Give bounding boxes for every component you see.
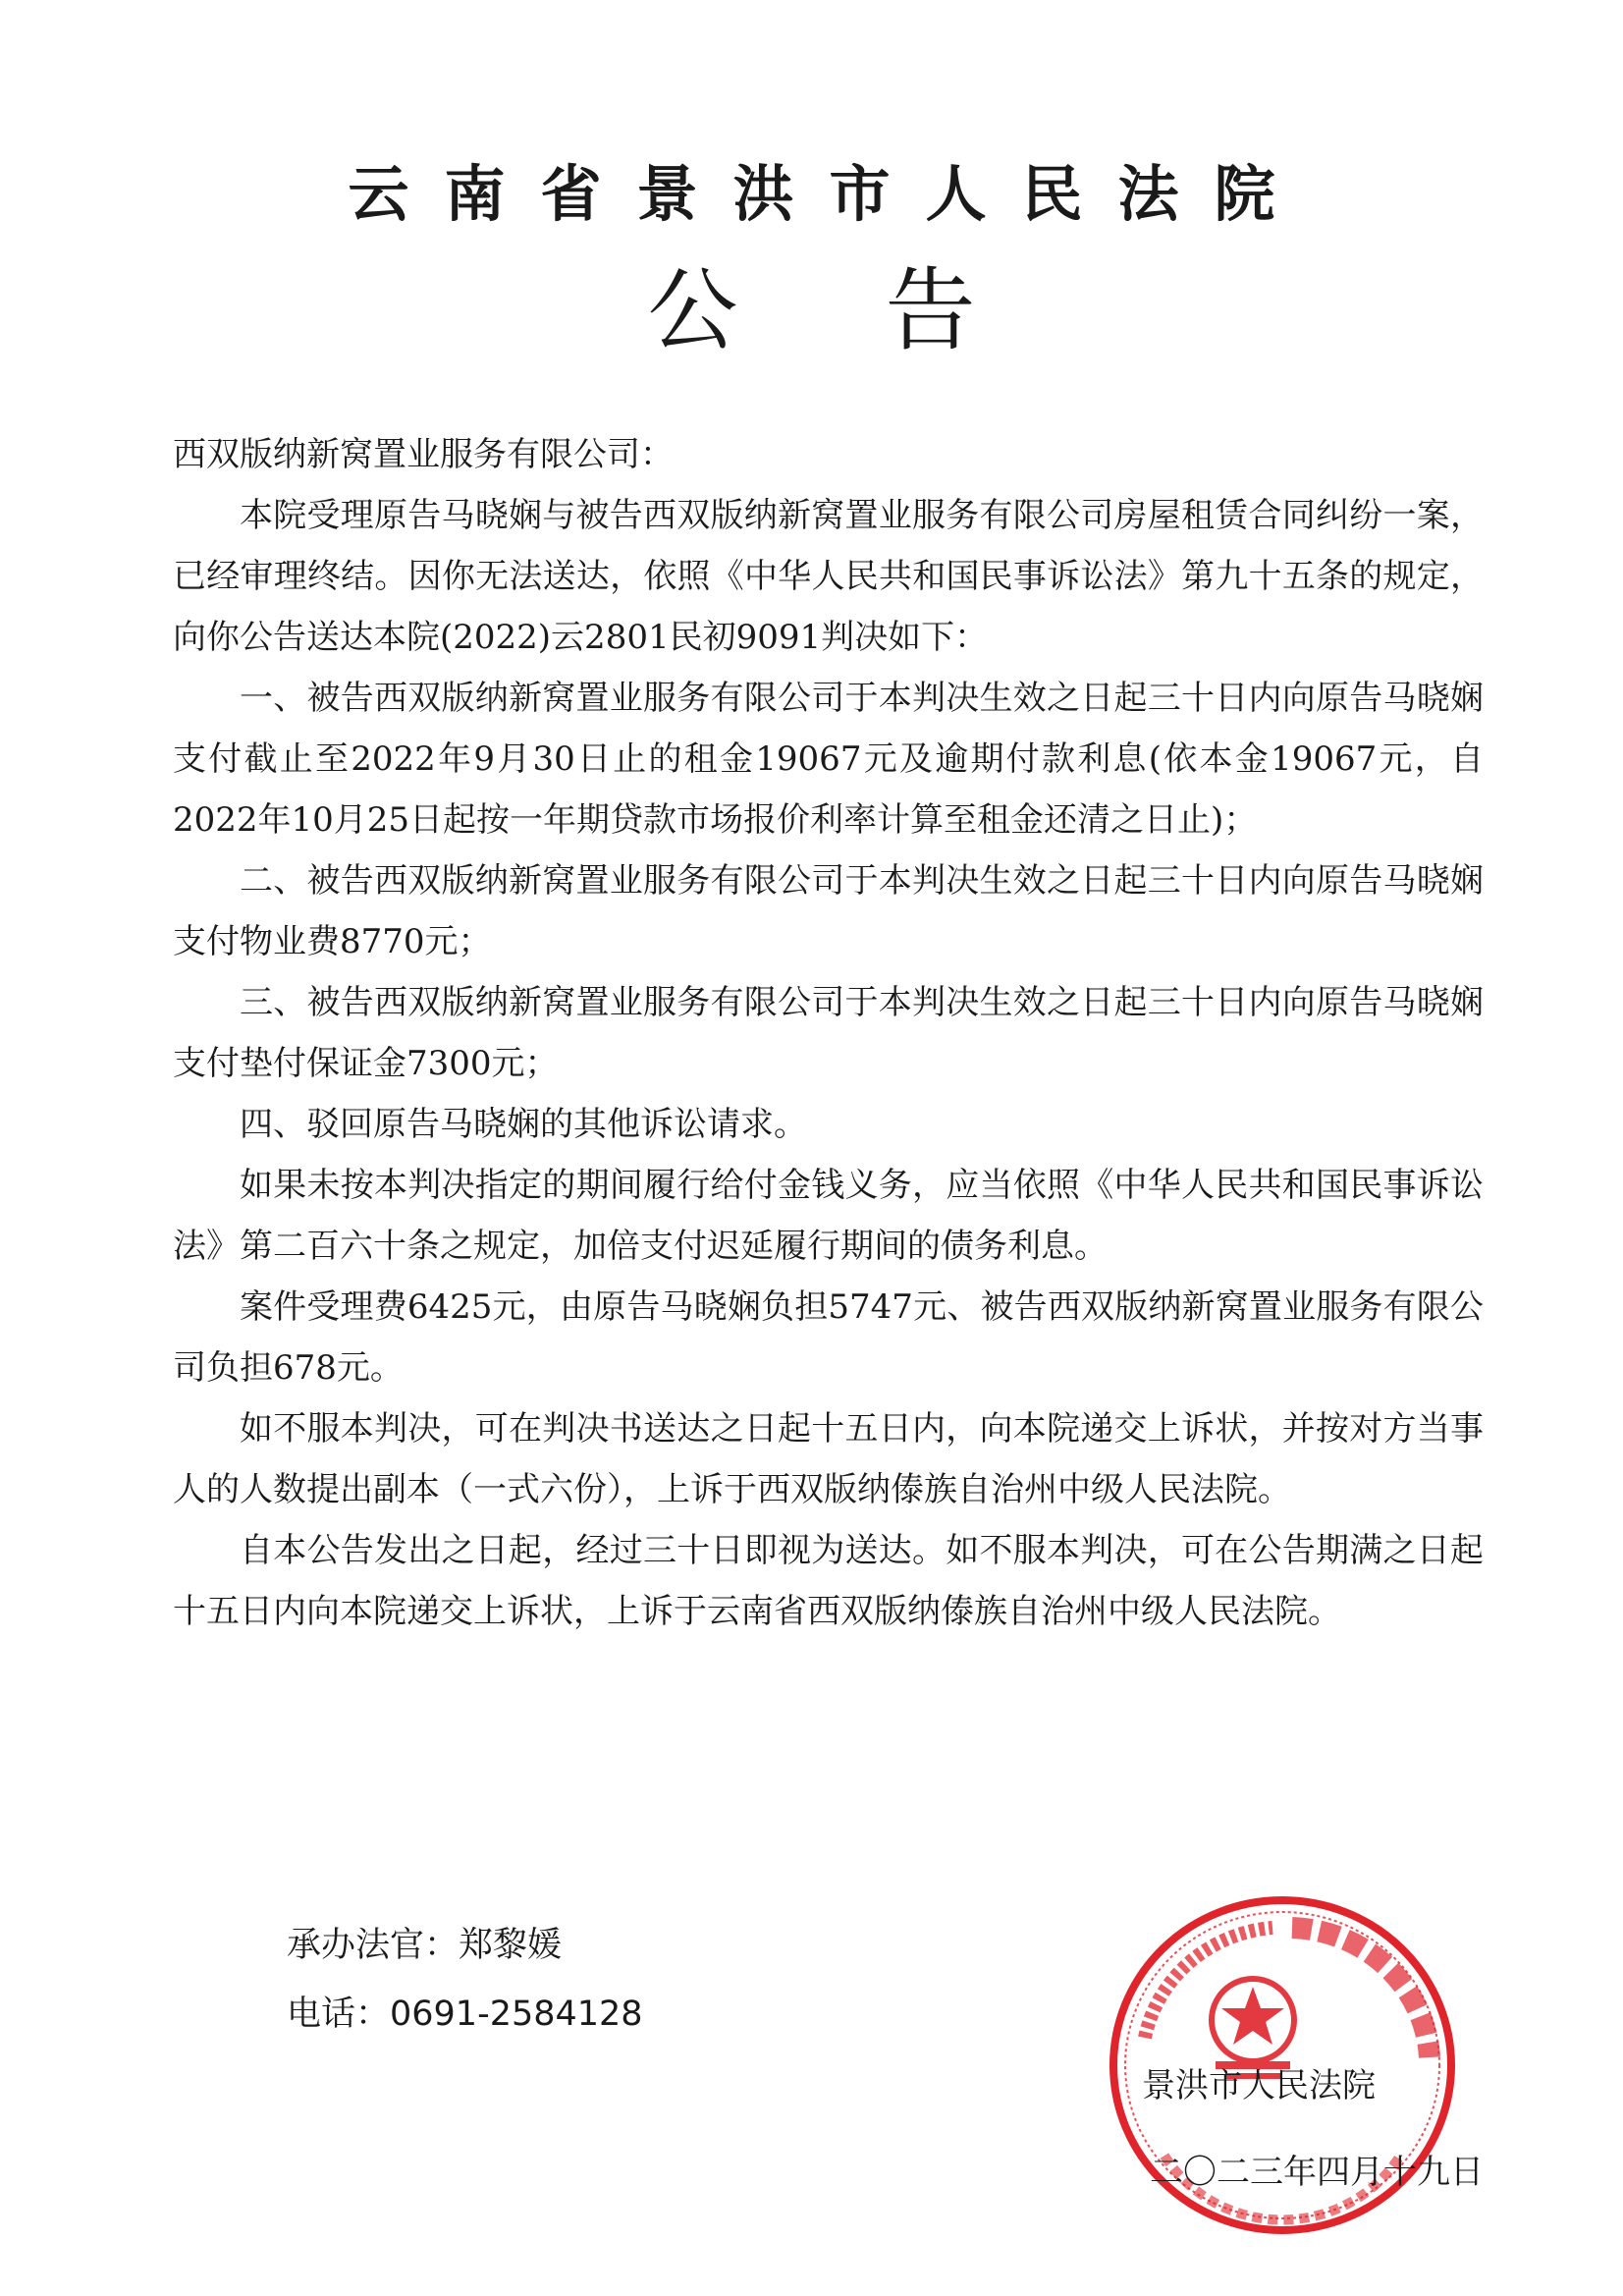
issuing-court: 景洪市人民法院 bbox=[1142, 2066, 1376, 2105]
seal-text-band bbox=[1292, 1928, 1430, 2057]
paragraph-service-notice: 自本公告发出之日起，经过三十日即视为送达。如不服本判决，可在公告期满之日起十五日内向本院递交上诉状，上诉于云南省西双版纳傣族自治州中级人民法院。 bbox=[173, 1531, 1484, 1631]
announcement-title: 公告 bbox=[647, 258, 1123, 363]
judge-in-charge: 承办法官：郑黎媛 bbox=[287, 1926, 563, 1965]
judgment-item-1: 一、被告西双版纳新窝置业服务有限公司于本判决生效之日起三十日内向原告马晓娴支付截止至2022年9月30日止的租金19067元及逾期付款利息(依本金19067元，自2022年10月25日起按一年期贷款市场报价利率计算至租金还清之日止)； bbox=[173, 679, 1484, 840]
judgment-item-3: 三、被告西双版纳新窝置业服务有限公司于本判决生效之日起三十日内向原告马晓娴支付垫付保证金7300元； bbox=[173, 983, 1484, 1083]
announcement-body bbox=[173, 424, 1484, 1642]
judgment-item-2: 二、被告西双版纳新窝置业服务有限公司于本判决生效之日起三十日内向原告马晓娴支付物业费8770元； bbox=[173, 861, 1484, 961]
signature-block bbox=[1142, 2043, 1484, 2215]
addressee: 西双版纳新窝置业服务有限公司： bbox=[173, 435, 674, 474]
court-name-heading: 云南省景洪市人民法院 bbox=[348, 158, 1311, 230]
paragraph-late-interest: 如果未按本判决指定的期间履行给付金钱义务，应当依照《中华人民共和国民事诉讼法》第二百六十条之规定，加倍支付迟延履行期间的债务利息。 bbox=[173, 1166, 1484, 1266]
judgment-item-4: 四、驳回原告马晓娴的其他诉讼请求。 bbox=[240, 1105, 807, 1144]
paragraph-court-fee: 案件受理费6425元，由原告马晓娴负担5747元、被告西双版纳新窝置业服务有限公司负担678元。 bbox=[173, 1287, 1484, 1388]
paragraph-intro: 本院受理原告马晓娴与被告西双版纳新窝置业服务有限公司房屋租赁合同纠纷一案，已经审理终结。因你无法送达，依照《中华人民共和国民事诉讼法》第九十五条的规定，向你公告送达本院(2022)云2801民初9091判决如下： bbox=[173, 496, 1484, 657]
contact-block bbox=[287, 1911, 643, 2049]
paragraph-appeal: 如不服本判决，可在判决书送达之日起十五日内，向本院递交上诉状，并按对方当事人的人数提出副本（一式六份），上诉于西双版纳傣族自治州中级人民法院。 bbox=[173, 1409, 1484, 1509]
issue-date: 二〇二三年四月十九日 bbox=[1150, 2153, 1484, 2192]
phone-number: 电话：0691-2584128 bbox=[287, 1995, 643, 2034]
